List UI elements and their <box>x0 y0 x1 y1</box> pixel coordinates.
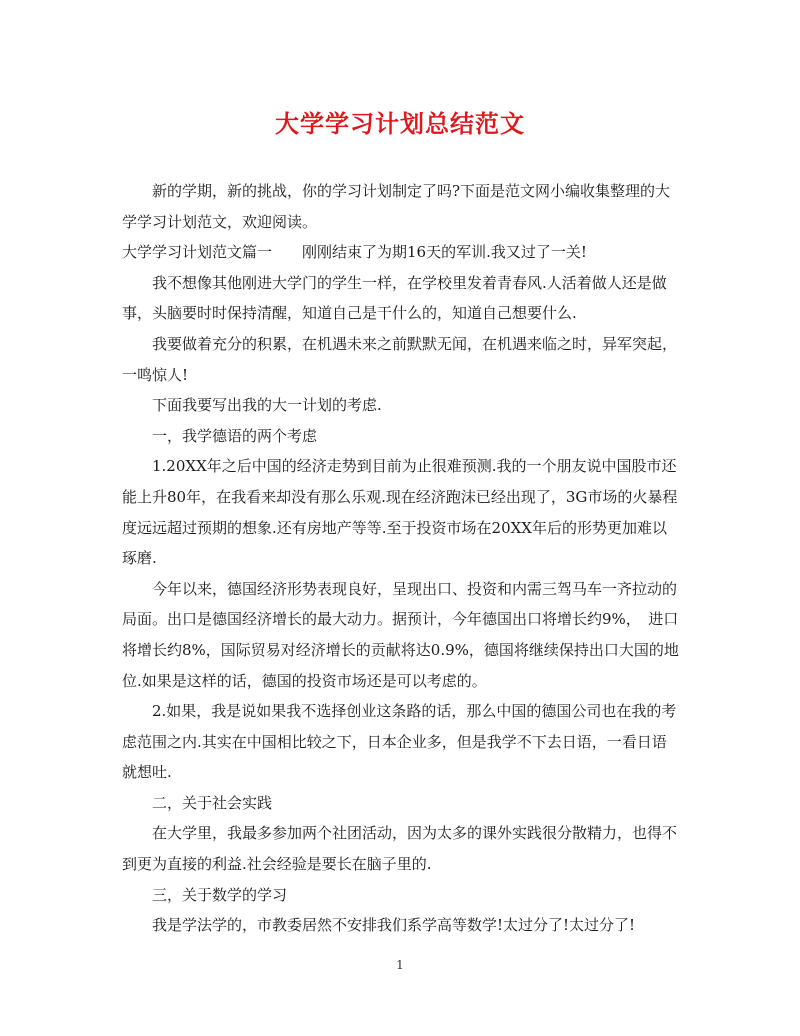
article-heading-paragraph: 大学学习计划范文篇一 刚刚结束了为期16天的军训.我又过了一关! <box>122 243 587 262</box>
page-number: 1 <box>396 958 404 972</box>
body-paragraph: 在大学里，我最多参加两个社团活动，因为太多的课外实践很分散精力，也得不到更为直接的利益.社会经验是要长在脑子里的. <box>122 824 678 874</box>
body-paragraph: 我要做着充分的积累，在机遇未来之前默默无闻，在机遇来临之时，异军突起，一鸣惊人! <box>122 334 678 384</box>
body-paragraph: 2.如果，我是说如果我不选择创业这条路的话，那么中国的德国公司也在我的考虑范围之内.其实在中国相比较之下，日本企业多，但是我学不下去日语，一看日语就想吐. <box>122 702 677 782</box>
section-heading: 二，关于社会实践 <box>152 793 273 812</box>
intro-paragraph: 新的学期，新的挑战，你的学习计划制定了吗?下面是范文网小编收集整理的大学学习计划范文，欢迎阅读。 <box>122 182 671 231</box>
section-heading: 一，我学德语的两个考虑 <box>152 426 318 445</box>
section-heading: 三，关于数学的学习 <box>152 885 288 904</box>
body-paragraph: 我是学法学的，市教委居然不安排我们系学高等数学!太过分了!太过分了! <box>152 916 636 935</box>
document-body <box>122 176 680 941</box>
body-paragraph: 下面我要写出我的大一计划的考虑. <box>152 396 382 415</box>
body-paragraph: 今年以来，德国经济形势表现良好，呈现出口、投资和内需三驾马车一齐拉动的局面。出口是德国经济增长的最大动力。据预计，今年德国出口将增长约9%， 进口将增长约8%，国际贸易对经济增长的贡献将达0.9%，德国将继续保持出口大国的地位.如果是这样的话，德国的投资市场还是可以考虑的。 <box>122 579 679 690</box>
document-title: 大学学习计划总结范文 <box>275 109 525 138</box>
body-paragraph: 1.20XX年之后中国的经济走势到目前为止很难预测.我的一个朋友说中国股市还能上升80年，在我看来却没有那么乐观.现在经济跑沫已经出现了，3G市场的火暴程度远远超过预期的想象.还有房地产等等.至于投资市场在20XX年后的形势更加难以琢磨. <box>122 457 678 568</box>
body-paragraph: 我不想像其他刚进大学门的学生一样，在学校里发着青春风.人活着做人还是做事，头脑要时时保持清醒，知道自己是干什么的，知道自己想要什么. <box>122 273 667 323</box>
